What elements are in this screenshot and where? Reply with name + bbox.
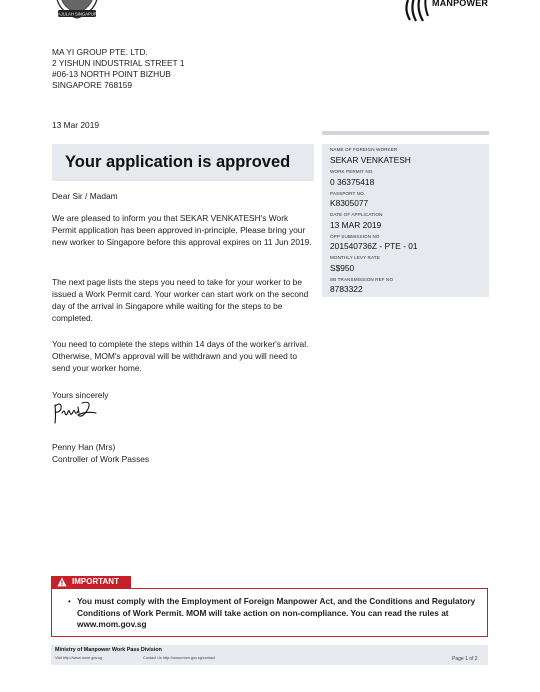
detail-value: S$950 [330, 263, 355, 273]
footer-division: Ministry of Manpower Work Pass Division [55, 647, 162, 653]
important-label: IMPORTANT [72, 577, 119, 586]
detail-value: 13 MAR 2019 [330, 220, 382, 230]
detail-label: MONTHLY LEVY RATE [330, 255, 380, 260]
detail-value: SEKAR VENKATESH [330, 155, 411, 165]
detail-label: NAME OF FOREIGN WORKER [330, 147, 398, 152]
footer-visit-link[interactable]: Visit http://www.mom.gov.sg [55, 656, 103, 660]
detail-value: 201540736Z - PTE - 01 [330, 241, 418, 251]
divider-bar [322, 131, 489, 135]
salutation: Dear Sir / Madam [52, 191, 118, 201]
crest-motto: MAJULAH SINGAPURA [54, 11, 100, 17]
address-line: MA YI GROUP PTE. LTD. [52, 47, 148, 57]
address-line: #06-13 NORTH POINT BIZHUB [52, 69, 171, 79]
warning-icon [57, 577, 67, 587]
detail-label: SB TRANSMISSION REF NO [330, 277, 394, 282]
detail-value: 0 36375418 [330, 177, 375, 187]
address-line: SINGAPORE 768159 [52, 80, 133, 90]
detail-label: PASSPORT NO. [330, 191, 366, 196]
singapore-crest-logo [50, 0, 104, 24]
paragraph-approval: We are pleased to inform you that SEKAR VENKATESH's Work Permit application has been approved in-principle. Please bring your new worker to Singapore before this approval expires on 11 Jun 2019. [52, 213, 312, 247]
detail-value: K8305077 [330, 198, 369, 208]
important-notice-text: You must comply with the Employment of Foreign Manpower Act, and the Conditions and Regulatory Conditions of Work Permit. MOM will take action on non-compliance. You can read the rules at www.mom.gov.sg [77, 596, 476, 629]
recipient-address [52, 47, 184, 91]
letter-date: 13 Mar 2019 [52, 120, 100, 130]
closing: Yours sincerely [52, 390, 109, 400]
page-title: Your application is approved [65, 153, 291, 171]
manpower-logo-text: MANPOWER [432, 0, 489, 8]
paragraph-deadline: You need to complete the steps within 14 days of the worker's arrival. Otherwise, MOM's approval will be withdrawn and you will need to send your worker home. [52, 339, 309, 373]
bullet-icon: • [68, 597, 71, 606]
signatory-name: Penny Han (Mrs) [52, 442, 116, 452]
detail-value: 8783322 [330, 284, 363, 294]
detail-label: WORK PERMIT NO. [330, 169, 374, 174]
signatory-title: Controller of Work Passes [52, 454, 150, 464]
important-tab [51, 576, 131, 588]
paragraph-next-steps: The next page lists the steps you need to take for your worker to be issued a Work Permit card. Your worker can start work on the second day of the arrival in Singapore while waiting for the steps to be completed. [52, 277, 309, 323]
footer-contact-link[interactable]: Contact Us http://www.mom.gov.sg/contact [143, 656, 216, 660]
detail-label: OPP SUBMISSION NO [330, 234, 380, 239]
address-line: 2 YISHUN INDUSTRIAL STREET 1 [52, 58, 185, 68]
detail-label: DATE OF APPLICATION [330, 212, 383, 217]
signature-image [52, 397, 122, 429]
page-number: Page 1 of 2 [452, 656, 478, 662]
